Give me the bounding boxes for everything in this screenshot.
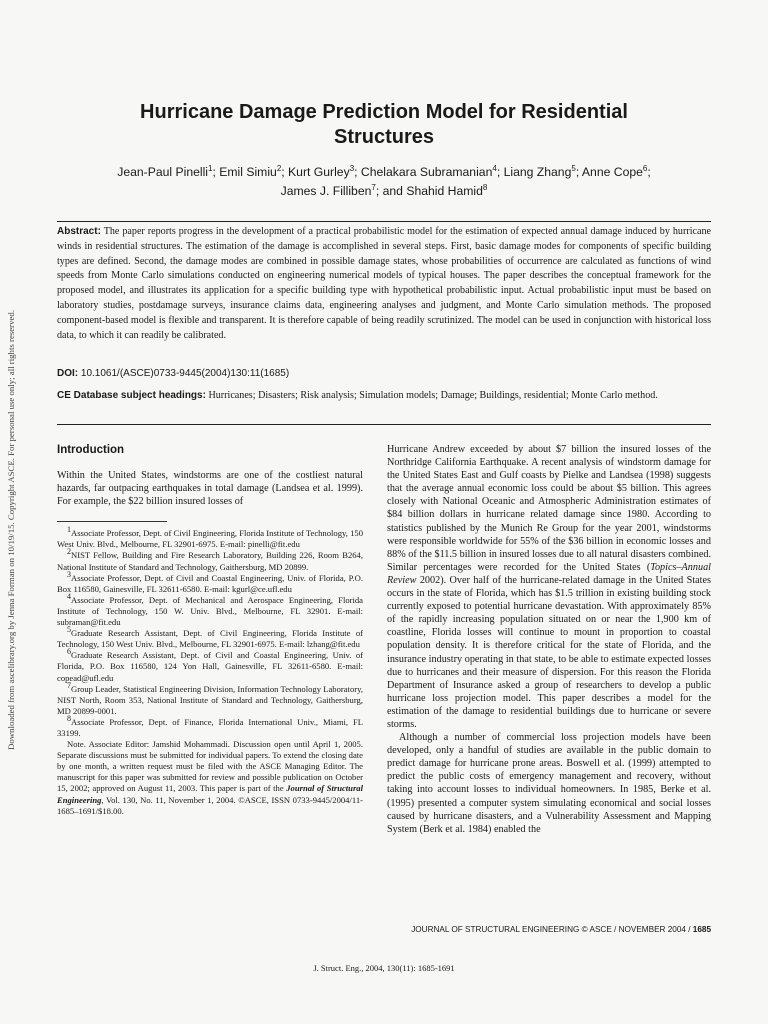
author: James J. Filliben$^7$;	[280, 182, 383, 198]
author: and Shahid Hamid$^8$	[382, 182, 488, 198]
author: Anne Cope$^6$;	[581, 163, 651, 179]
author-list	[70, 163, 698, 201]
abstract-top-rule	[57, 221, 711, 222]
footnote: $^3$Associate Professor, Dept. of Civil and Coastal Engineering, Univ. of Florida, P.O. Box 116580, Gainesville, FL 32611-6580. E-mail: kgurl@ce.ufl.edu	[57, 569, 363, 594]
author: Kurt Gurley$^3$;	[288, 163, 361, 179]
download-notice: Downloaded from ascelibrary.org by Jenna Forman on 10/19/15. Copyright ASCE. For personal use only; all rights reserved.	[6, 309, 16, 750]
body-paragraph: Although a number of commercial loss projection models have been developed, only a handful of studies are available in the public domain to predict damage for hurricane prone areas. Boswell et al. (1999) attempted to predict the public costs of emergency management and recovery, without taking into account losses to individual homeowners. In 1985, Berke et al. (1995) presented a computer system simulating economical and social losses caused by hurricane disasters, and a Vulnerability Assessment and Mapping System (Berk et al. 1984) enabled the	[387, 732, 711, 835]
author: Liang Zhang$^5$;	[503, 163, 582, 179]
doi	[57, 367, 711, 381]
abstract-label: Abstract:	[57, 226, 101, 237]
editor-note: Note. Associate Editor: Jamshid Mohammadi. Discussion open until April 1, 2005. Separate discussions must be submitted for individual papers. To extend the closing date by one month, a written request must be filed with the ASCE Managing Editor. The manuscript for this paper was submitted for review and possible publication on October 15, 2002; approved on August 11, 2003. This paper is part of the Journal of Structural Engineering, Vol. 130, No. 11, November 1, 2004. ©ASCE, ISSN 0733-9445/2004/11-1685–1691/$18.00.	[57, 739, 363, 816]
footnote: $^5$Graduate Research Assistant, Dept. of Civil Engineering, Florida Institute of Technology, 150 West Univ. Blvd., Melbourne, FL 32901-6975. E-mail: lzhang@fit.edu	[57, 625, 363, 650]
footnote: $^6$Graduate Research Assistant, Dept. of Civil and Coastal Engineering, Univ. of Florida, P.O. Box 116580, 124 Yon Hall, Gainesville, FL 32611-6580. E-mail: copead@ufl.edu	[57, 647, 363, 683]
body-paragraph: Hurricane Andrew exceeded by about $7 billion the insured losses of the Northridge California Earthquake. A recent analysis of windstorm damage for the United States East and Gulf coasts by Pielke and Landsea (1998) suggests that the average annual economic loss could be about $5 billion. This agrees closely with National Oceanic and Atmospheric Administration estimates of $84 billion dollars in hurricane related damage since 1980. According to statistics published by the Munich Re Group for the year 2001, windstorms were responsible worldwide for 55% of the $36 billion in economic losses and 88% of the $11.5 billion in insured losses due to all natural disasters combined. Similar percentages were recorded for the United States (Topics–Annual Review 2002). Over half of the hurricane-related damage in the United States occurs in the state of Florida, which has $1.5 trillion in existing building stock currently exposed to potential hurricane devastation. With approximately 85% of the rapidly increasing population situated on or near the 1,900 km of coastline, Florida losses will continue to mount in proportion to coastal population density. It is therefore critical for the state of Florida, and the insurance industry operating in that state, to be able to estimate expected losses due to hurricanes and their measure of dispersion. For this reason the Florida Department of Insurance asked a group of researchers to develop a public hurricane loss projection model. This paper describes a model for the estimation of the damage to residential buildings due to hurricane or severe storms.	[387, 444, 711, 730]
author: Chelakara Subramanian$^4$;	[360, 163, 504, 179]
footnote: $^4$Associate Professor, Dept. of Mechanical and Aerospace Engineering, Florida Institute of Technology, 150 W. Univ. Blvd., Melbourne, FL 32901. E-mail: subraman@fit.edu	[57, 591, 363, 628]
introduction-paragraph: Within the United States, windstorms are one of the costliest natural hazards, far outpacing earthquakes in total damage (Landsea et al. 1999). For example, the $22 billion insured losses of	[57, 470, 363, 508]
subject-headings	[57, 389, 711, 404]
author: Jean-Paul Pinelli$^1$;	[117, 163, 220, 179]
footnote: $^8$Associate Professor, Dept. of Finance, Florida International Univ., Miami, FL 33199.	[57, 714, 363, 738]
subject-headings-value: Hurricanes; Disasters; Risk analysis; Simulation models; Damage; Buildings, residential; Monte Carlo method.	[205, 390, 658, 401]
paper-title: Hurricane Damage Prediction Model for Residential Structures	[140, 101, 628, 148]
right-column	[387, 443, 711, 836]
section-heading-introduction: Introduction	[57, 444, 125, 456]
footnote: $^2$NIST Fellow, Building and Fire Research Laboratory, Building 226, Room B264, National Institute of Standard and Technology, Gaithersburg, MD 20899.	[57, 547, 363, 572]
page-number: 1685	[692, 925, 711, 934]
citation-line: J. Struct. Eng., 2004, 130(11): 1685-1691	[313, 963, 455, 973]
author: Emil Simiu$^2$;	[219, 163, 289, 179]
abstract-bottom-rule	[57, 424, 711, 425]
journal-footer: JOURNAL OF STRUCTURAL ENGINEERING © ASCE / NOVEMBER 2004 / 1685	[411, 925, 711, 934]
footnotes	[57, 525, 363, 816]
footnote: $^1$Associate Professor, Dept. of Civil Engineering, Florida Institute of Technology, 150 West Univ. Blvd., Melbourne, FL 32901-6975. E-mail: pinelli@fit.edu	[57, 525, 363, 550]
footnote-rule	[57, 521, 167, 522]
subject-headings-label: CE Database subject headings:	[57, 390, 206, 401]
doi-label: DOI:	[57, 368, 79, 379]
footnote: $^7$Group Leader, Statistical Engineering Division, Information Technology Laboratory, NIST North, Room 353, National Institute of Standard and Technology, Gaithersburg, MD 20899-0001.	[57, 680, 363, 716]
left-column	[57, 443, 363, 817]
abstract	[57, 225, 711, 343]
abstract-text: The paper reports progress in the development of a practical probabilistic model for the estimation of expected annual damage induced by hurricane winds in residential structures. The estimation of the damage is accomplished in several steps. First, basic damage modes for components of specific building types are defined. Second, the damage modes are combined in possible damage states, whose probabilities of occurrence are calculated as functions of wind speeds from Monte Carlo simulations conducted on engineering numerical models of typical houses. The paper describes the conceptual framework for the proposed model, and illustrates its application for a specific building type with hypothetical probabilistic input. Actual probabilistic input must be based on laboratory studies, postdamage surveys, insurance claims data, engineering analyses and judgment, and Monte Carlo simulation methods. The proposed component-based model is flexible and transparent. It is therefore capable of being readily scrutinized. The model can be used in conjunction with historical loss data, to which it can readily be calibrated.	[57, 226, 711, 341]
doi-value: 10.1061/(ASCE)0733-9445(2004)130:11(1685)	[78, 368, 290, 379]
